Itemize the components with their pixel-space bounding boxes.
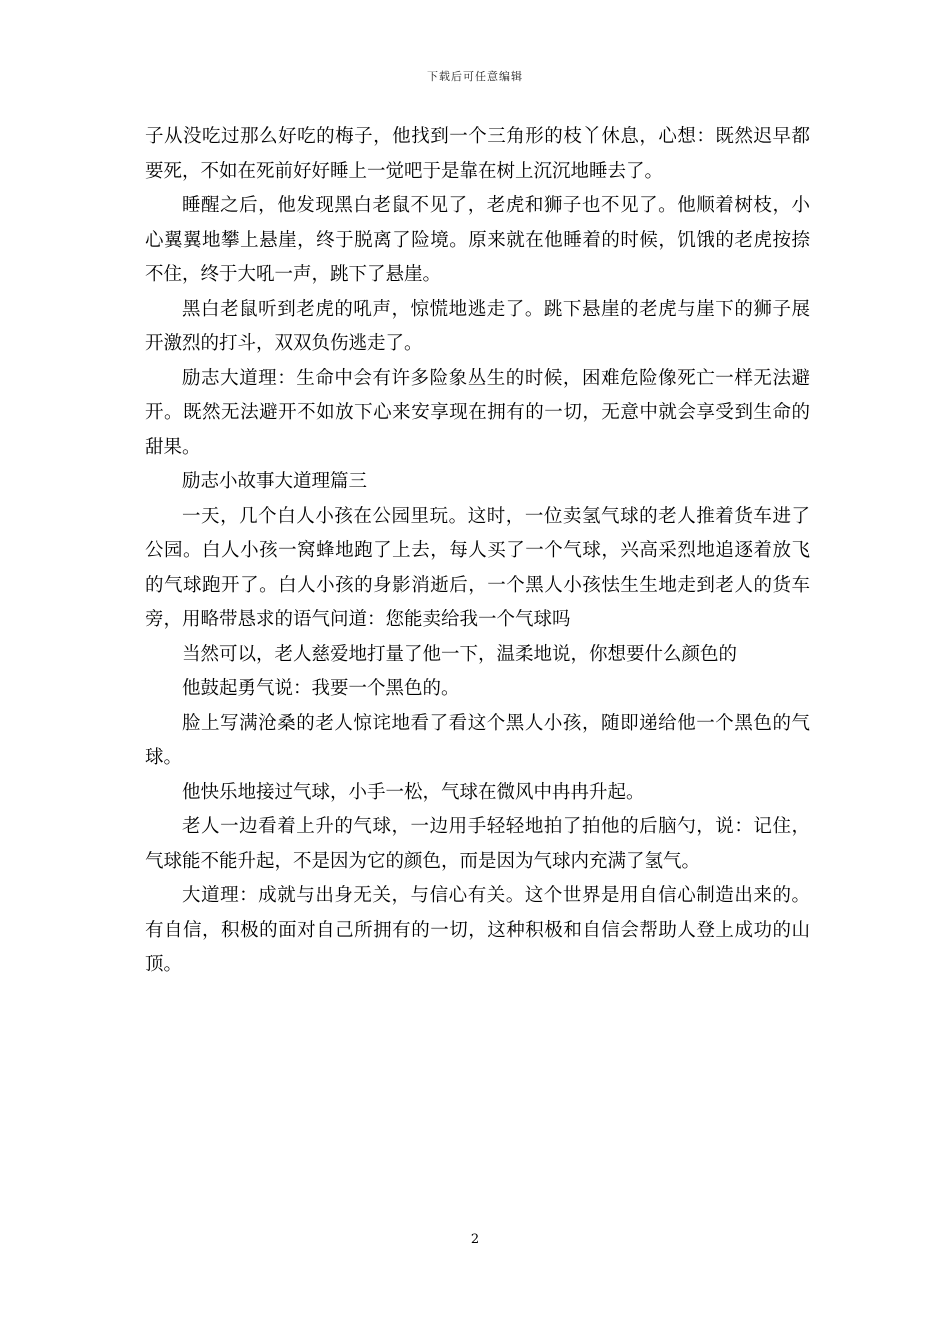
section-heading: 励志小故事大道理篇三 [182,471,368,492]
paragraph: 大道理：成就与出身无关，与信心有关。这个世界是用自信心制造出来的。有自信，积极的面对自己所拥有的一切，这种积极和自信会帮助人登上成功的山顶。 [145,885,810,975]
paragraph: 励志大道理：生命中会有许多险象丛生的时候，困难危险像死亡一样无法避开。既然无法避开不如放下心来安享现在拥有的一切，无意中就会享受到生命的甜果。 [145,367,810,458]
paragraph: 脸上写满沧桑的老人惊诧地看了看这个黑人小孩，随即递给他一个黑色的气球。 [145,712,810,768]
body-text [145,120,810,983]
paragraph: 一天，几个白人小孩在公园里玩。这时，一位卖氢气球的老人推着货车进了公园。白人小孩一窝蜂地跑了上去，每人买了一个气球，兴高采烈地追逐着放飞的气球跑开了。白人小孩的身影消逝后，一个黑人小孩怯生生地走到老人的货车旁，用略带恳求的语气问道：您能卖给我一个气球吗 [145,505,810,630]
page-number: 2 [470,1232,480,1247]
header-note: 下载后可任意编辑 [427,70,523,83]
paragraph: 他快乐地接过气球，小手一松，气球在微风中冉冉升起。 [182,781,645,803]
paragraph: 他鼓起勇气说：我要一个黑色的。 [182,678,460,699]
paragraph-continuation: 子从没吃过那么好吃的梅子，他找到一个三角形的枝丫休息，心想：既然迟早都要死，不如在死前好好睡上一觉吧于是靠在树上沉沉地睡去了。 [145,126,810,182]
paragraph: 老人一边看着上升的气球，一边用手轻轻地拍了拍他的后脑勺，说：记住，气球能不能升起，不是因为它的颜色，而是因为气球内充满了氢气。 [145,816,810,872]
paragraph: 黑白老鼠听到老虎的吼声，惊慌地逃走了。跳下悬崖的老虎与崖下的狮子展开激烈的打斗，双双负伤逃走了。 [145,298,810,354]
paragraph: 睡醒之后，他发现黑白老鼠不见了，老虎和狮子也不见了。他顺着树枝，小心翼翼地攀上悬崖，终于脱离了险境。原来就在他睡着的时候，饥饿的老虎按捺不住，终于大吼一声，跳下了悬崖。 [145,195,810,285]
paragraph: 当然可以，老人慈爱地打量了他一下，温柔地说，你想要什么颜色的 [182,643,738,665]
